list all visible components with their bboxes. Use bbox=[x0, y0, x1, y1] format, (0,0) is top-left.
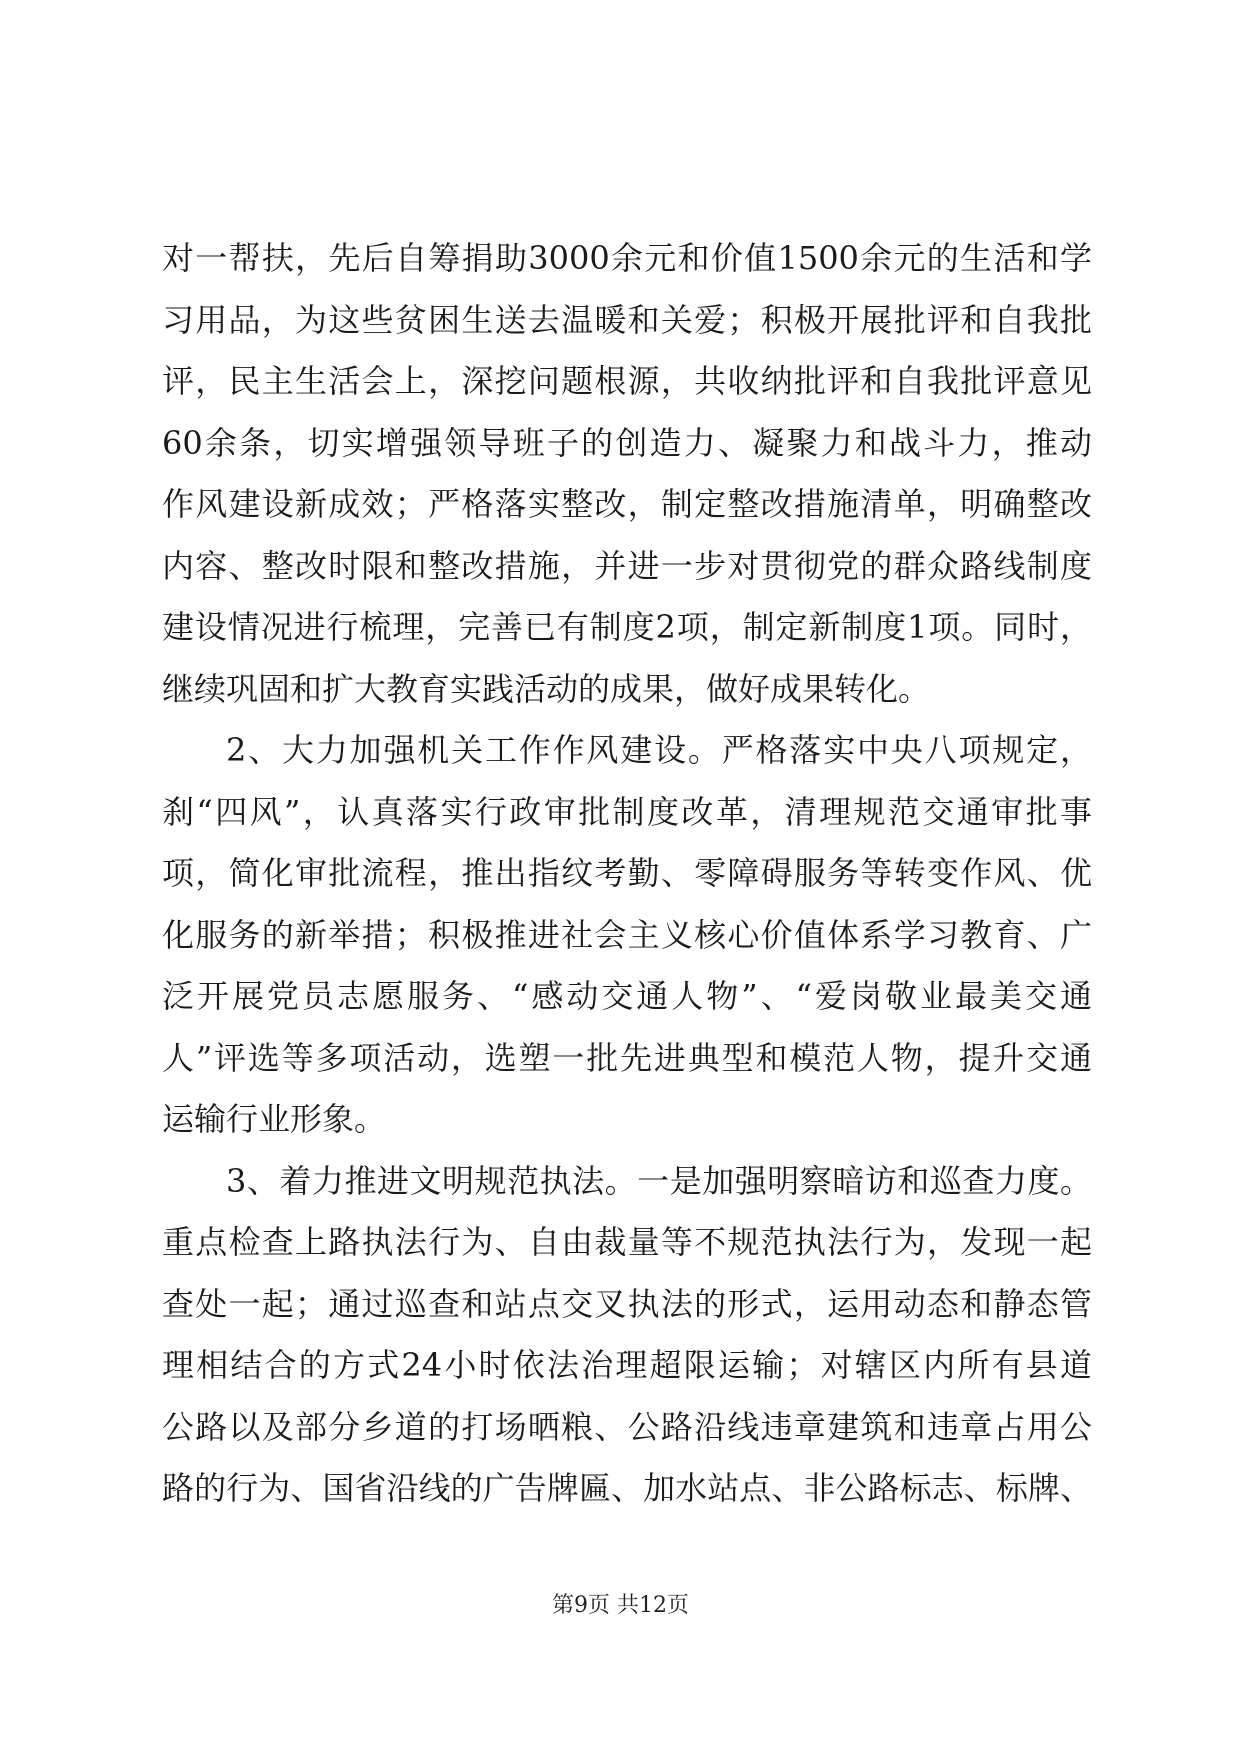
text-line: 习用品，为这些贫困生送去温暖和关爱；积极开展批评和自我批 bbox=[162, 300, 1092, 339]
text-line: 化服务的新举措；积极推进社会主义核心价值体系学习教育、广 bbox=[162, 915, 1092, 954]
paragraph-start-line: 3、着力推进文明规范执法。一是加强明察暗访和巡查力度。 bbox=[226, 1161, 1092, 1200]
text-line: 路的行为、国省沿线的广告牌匾、加水站点、非公路标志、标牌、 bbox=[162, 1469, 1092, 1507]
text-line: 内容、整改时限和整改措施，并进一步对贯彻党的群众路线制度 bbox=[162, 546, 1092, 585]
text-line: 建设情况进行梳理，完善已有制度2项，制定新制度1项。同时， bbox=[162, 608, 1092, 646]
text-line: 评，民主生活会上，深挖问题根源，共收纳批评和自我批评意见 bbox=[162, 362, 1092, 400]
text-line: 泛开展党员志愿服务、“感动交通人物”、“爱岗敬业最美交通 bbox=[162, 977, 1092, 1015]
text-line: 60余条，切实增强领导班子的创造力、凝聚力和战斗力，推动 bbox=[162, 423, 1092, 462]
text-line: 查处一起；通过巡查和站点交叉执法的形式，运用动态和静态管 bbox=[162, 1284, 1092, 1323]
text-line: 理相结合的方式24小时依法治理超限运输；对辖区内所有县道 bbox=[162, 1346, 1092, 1384]
text-line: 公路以及部分乡道的打场晒粮、公路沿线违章建筑和违章占用公 bbox=[162, 1407, 1092, 1446]
text-line: 重点检查上路执法行为、自由裁量等不规范执法行为，发现一起 bbox=[162, 1223, 1092, 1261]
text-line: 作风建设新成效；严格落实整改，制定整改措施清单，明确整改 bbox=[162, 485, 1092, 523]
text-line: 人”评选等多项活动，选塑一批先进典型和模范人物，提升交通 bbox=[162, 1038, 1092, 1077]
text-line: 运输行业形象。 bbox=[162, 1100, 387, 1138]
body-text bbox=[162, 228, 1092, 1520]
text-line: 继续巩固和扩大教育实践活动的成果，做好成果转化。 bbox=[162, 669, 931, 708]
text-line: 项，简化审批流程，推出指纹考勤、零障碍服务等转变作风、优 bbox=[162, 854, 1092, 892]
paragraph-start-line: 2、大力加强机关工作作风建设。严格落实中央八项规定， bbox=[226, 731, 1092, 769]
text-line: 对一帮扶，先后自筹捐助3000余元和价值1500余元的生活和学 bbox=[162, 239, 1092, 277]
text-line: 刹“四风”，认真落实行政审批制度改革，清理规范交通审批事 bbox=[162, 792, 1092, 831]
page-footer: 第9页 共12页 bbox=[552, 1593, 689, 1618]
